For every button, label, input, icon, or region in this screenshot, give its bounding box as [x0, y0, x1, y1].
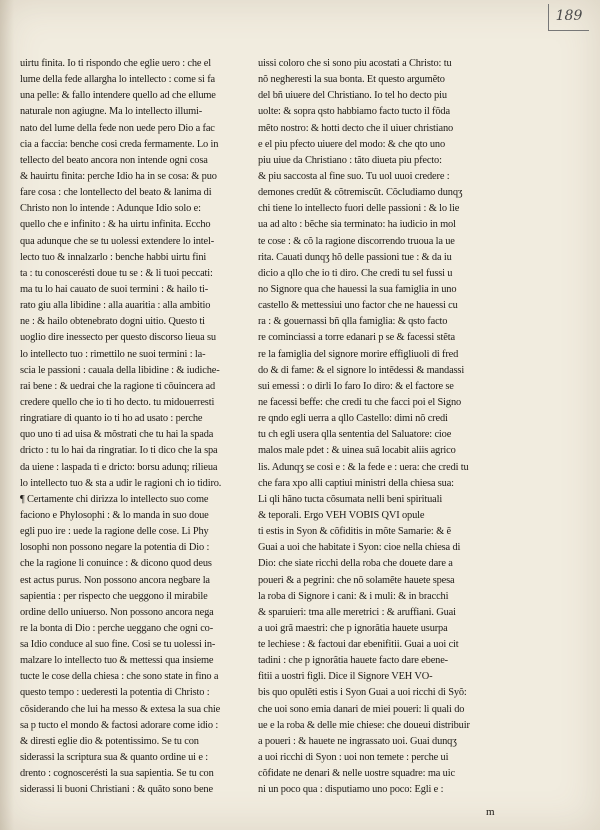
text-line: ordine dello uniuerso. Non possono ancora nega — [20, 606, 214, 618]
text-line: scia le passioni : cauala della libidine : & iudiche- — [20, 364, 220, 376]
text-line: castello & mettessiui uno factor che ne hauessi cu — [258, 300, 458, 312]
text-line: tellecto del beato ancora non intende ogni cosa — [20, 154, 208, 166]
right-text-column — [258, 56, 500, 798]
text-line: quello che e infinito : & ha uirtu infinita. Eccho — [20, 219, 211, 231]
text-line: uoglio dire inessecto per questo discorso lieua su — [20, 332, 216, 344]
text-line: uolte: & sopra qsto habbiamo facto tucto il fõda — [258, 106, 450, 118]
text-line: & sparuieri: tma alle meretrici : & aruffiani. Guai — [258, 606, 456, 618]
text-line: Dio: che siate ricchi della roba che douete dare a — [258, 558, 453, 570]
text-line: ringratiare di quanto io ti ho ad usato : perche — [20, 413, 203, 425]
text-line: ti estis in Syon & cõfiditis in mõte Samarie: & ẽ — [258, 526, 451, 538]
text-line: ne facessi beffe: che credi tu che facci poi el Signo — [258, 396, 462, 408]
text-line: nõ negheresti la sua bonta. Et questo argumẽto — [258, 74, 445, 86]
text-line: no Signore qua che hauessi la sua famiglia in uno — [258, 283, 457, 295]
text-line: Guai a uoi che habitate i Syon: cioe nella chiesa di — [258, 542, 461, 554]
text-line: a uoi ricchi di Syon : uoi non temete : perche ui — [258, 752, 449, 764]
text-line: ue e la roba & delle mie chiese: che doueui distribuir — [258, 719, 470, 731]
text-line: tu ch egli usera qlla sententia del Saluatore: cioe — [258, 429, 452, 441]
text-line: quo uno ti ad uisa & mõstrati che tu hai la spada — [20, 429, 214, 441]
text-line: lo intellecto tuo : rimettilo ne suoi termini : la- — [20, 348, 206, 360]
text-line: ta : tu conoscerésti doue tu se : & li tuoi peccati: — [20, 267, 213, 279]
text-line: dicio a qllo che io ti diro. Che credi tu sel fussi u — [258, 267, 453, 279]
text-line: siderassi li buoni Christiani : & quãto sono bene — [20, 784, 213, 796]
text-line: faciono e Phylosophi : & lo manda in suo doue — [20, 509, 209, 521]
text-line: a uoi grã maestri: che p ignorãtia hauete usurpa — [258, 622, 448, 634]
text-line: e el piu pfecto uiuere del modo: & che qto uno — [258, 138, 446, 150]
text-line: rato giu alla libidine : alla auaritia : alla ambitio — [20, 300, 211, 312]
text-line: naturale non agiugne. Ma lo intellecto illumi- — [20, 106, 203, 118]
text-line: lo intellecto tuo & sta a udir le ragioni ch io tidiro. — [20, 477, 222, 489]
text-line: chi tiene lo intellecto fuori delle passioni : & lo lie — [258, 203, 460, 215]
text-line: del bñ uiuere del Christiano. Io tel ho decto piu — [258, 90, 447, 102]
text-line: cõsiderando che lui ha messo & extesa la sua chie — [20, 703, 221, 715]
text-line: te lechiese : & factoui dar ebenifitii. Guai a uoi cit — [258, 639, 459, 651]
text-line: & diresti eglie dio & potentissimo. Se tu con — [20, 735, 199, 747]
text-line: Christo non lo intende : Adunque Idio solo e: — [20, 203, 201, 215]
text-line: re la famiglia del signore morire effigliuoli di fred — [258, 348, 459, 360]
text-line: piu uiue da Christiano : tãto diueta piu pfecto: — [258, 154, 442, 166]
text-line: mẽto nostro: & hotti decto che il uiuer christiano — [258, 122, 454, 134]
text-line: re la bonta di Dio : perche ueggano che ogni co- — [20, 622, 214, 634]
text-line: sa Idio conduce al suo fine. Cosi se tu uolessi in- — [20, 639, 216, 651]
text-line: uirtu finita. Io ti rispondo che eglie uero : che el — [20, 58, 212, 69]
text-line: cõfidate ne denari & nelle uostre squadre: ma uic — [258, 768, 455, 780]
text-line: demones credũt & cõtremiscũt. Cõcludiamo dunqʒ — [258, 187, 463, 199]
text-line: da uiene : laspada ti e dricto: borsu adunq; rilieua — [20, 461, 218, 473]
text-line: nato del lume della fede non uede pero Dio a fac — [20, 122, 215, 134]
folio-number: 189 — [548, 4, 589, 31]
text-line: ni un poco qua : disputiamo uno poco: Egli e : — [258, 784, 444, 796]
text-line: drento : cognoscerésti la sua sapientia. Se tu con — [20, 768, 214, 780]
text-line: te cose : & cõ la ragione discorrendo truoua la ue — [258, 235, 455, 247]
text-line: lecto tuo & innalzarlo : benche habbi uirtu fini — [20, 251, 207, 263]
text-line: ¶ Certamente chi dirizza lo intellecto suo come — [20, 493, 209, 505]
text-line: poueri & a pegrini: che nõ solamẽte hauete spesa — [258, 574, 455, 586]
signature-mark: m — [486, 806, 495, 818]
text-line: est actus purus. Non possono ancora negbare la — [20, 574, 210, 586]
left-text-column — [20, 56, 258, 798]
text-line: malzare lo intellecto tuo & mettessi qua insieme — [20, 655, 214, 667]
text-line: qua adunque che se tu uolessi extendere lo intel- — [20, 235, 215, 247]
text-line: fitii a uostri figli. Dice il Signore VEH VO- — [258, 671, 433, 683]
text-line: sui emessi : o dirli Io faro Io diro: & el factore se — [258, 380, 454, 392]
text-line: Li qli hãno tucta cõsumata nelli beni spirituali — [258, 493, 443, 505]
text-line: rai bene : & uedrai che la ragione ti cõuincera ad — [20, 380, 216, 392]
text-line: una pelle: & fallo intendere quello ad che ellume — [20, 90, 216, 102]
text-line: rita. Cauati dunqʒ hõ delle passioni tue : & da iu — [258, 251, 452, 263]
text-line: sa p tucto el mondo & factosi adorare come idio : — [20, 719, 219, 731]
text-line: losophi non possono negare la potentia di Dio : — [20, 542, 210, 554]
text-line: ne : & hailo obtenebrato dogni uitio. Questo ti — [20, 316, 205, 328]
text-line: lume della fede allargha lo intellecto : come si fa — [20, 74, 215, 86]
text-line: che fara xpo alli captiui ministri della chiesa sua: — [258, 477, 454, 489]
text-line: che uoi sono emia danari de miei poueri: li quali do — [258, 703, 465, 715]
text-line: fare cosa : che lontellecto del beato & lanima di — [20, 187, 212, 199]
text-line: a poueri : & hauete ne ingrassato uoi. Guai dunqʒ — [258, 735, 457, 747]
text-line: questo tempo : uederesti la potentia di Christo : — [20, 687, 210, 699]
text-line: ra : & gouernassi bñ qlla famiglia: & qsto facto — [258, 316, 448, 328]
text-line: tadini : che p ignorãtia hauete facto dare ebene- — [258, 655, 448, 667]
text-line: lis. Adunqʒ se cosi e : & la fede e : uera: che credi tu — [258, 461, 469, 473]
text-line: & hauirtu finita: perche Idio ha in se cosa: & puo — [20, 170, 217, 182]
text-line: sapientia : per rispecto che ueggono il mirabile — [20, 590, 208, 602]
text-line: & teporali. Ergo VEH VOBIS QVI opule — [258, 509, 425, 521]
text-line: credere quello che io ti ho decto. tu midouerresti — [20, 396, 215, 408]
text-line: siderassi la scriptura sua & quanto ordine ui e : — [20, 752, 209, 764]
text-line: ua ad alto : bẽche sia terminato: ha iudicio in mol — [258, 219, 456, 231]
text-line: malos male pdet : & uinea suã locabit aliis agrico — [258, 445, 456, 457]
text-line: cia a faccia: benche cosi creda fermamente. Lo in — [20, 138, 219, 150]
text-line: uissi coloro che si sono piu acostati a Christo: tu — [258, 58, 452, 69]
text-line: ma tu lo hai cauato de suoi termini : & hailo ti- — [20, 283, 209, 295]
text-line: tucte le cose della chiesa : che sono state in fino a — [20, 671, 219, 683]
text-line: che la ragione li conuince : & dicono quod deus — [20, 558, 212, 570]
text-line: egli puo ire : uede la ragione delle cose. Li Phy — [20, 526, 209, 538]
text-line: la roba di Signore i cani: & i muli: & in bracchi — [258, 590, 449, 602]
text-line: bis quo opulẽti estis i Syon Guai a uoi ricchi di Syõ: — [258, 687, 467, 699]
text-line: dricto : tu lo hai da ringratiar. Io ti dico che la spa — [20, 445, 218, 457]
text-line: & piu saccosta al fine suo. Tu uol uuoi credere : — [258, 170, 450, 182]
text-line: re cominciassi a torre edanari p se & facessi stẽta — [258, 332, 455, 344]
page-gutter-shadow — [0, 0, 14, 830]
text-line: do & di fame: & el signore lo intẽdessi & mandassi — [258, 364, 465, 376]
text-line: re qndo egli uerra a qllo Castello: dimi nõ credi — [258, 413, 448, 425]
